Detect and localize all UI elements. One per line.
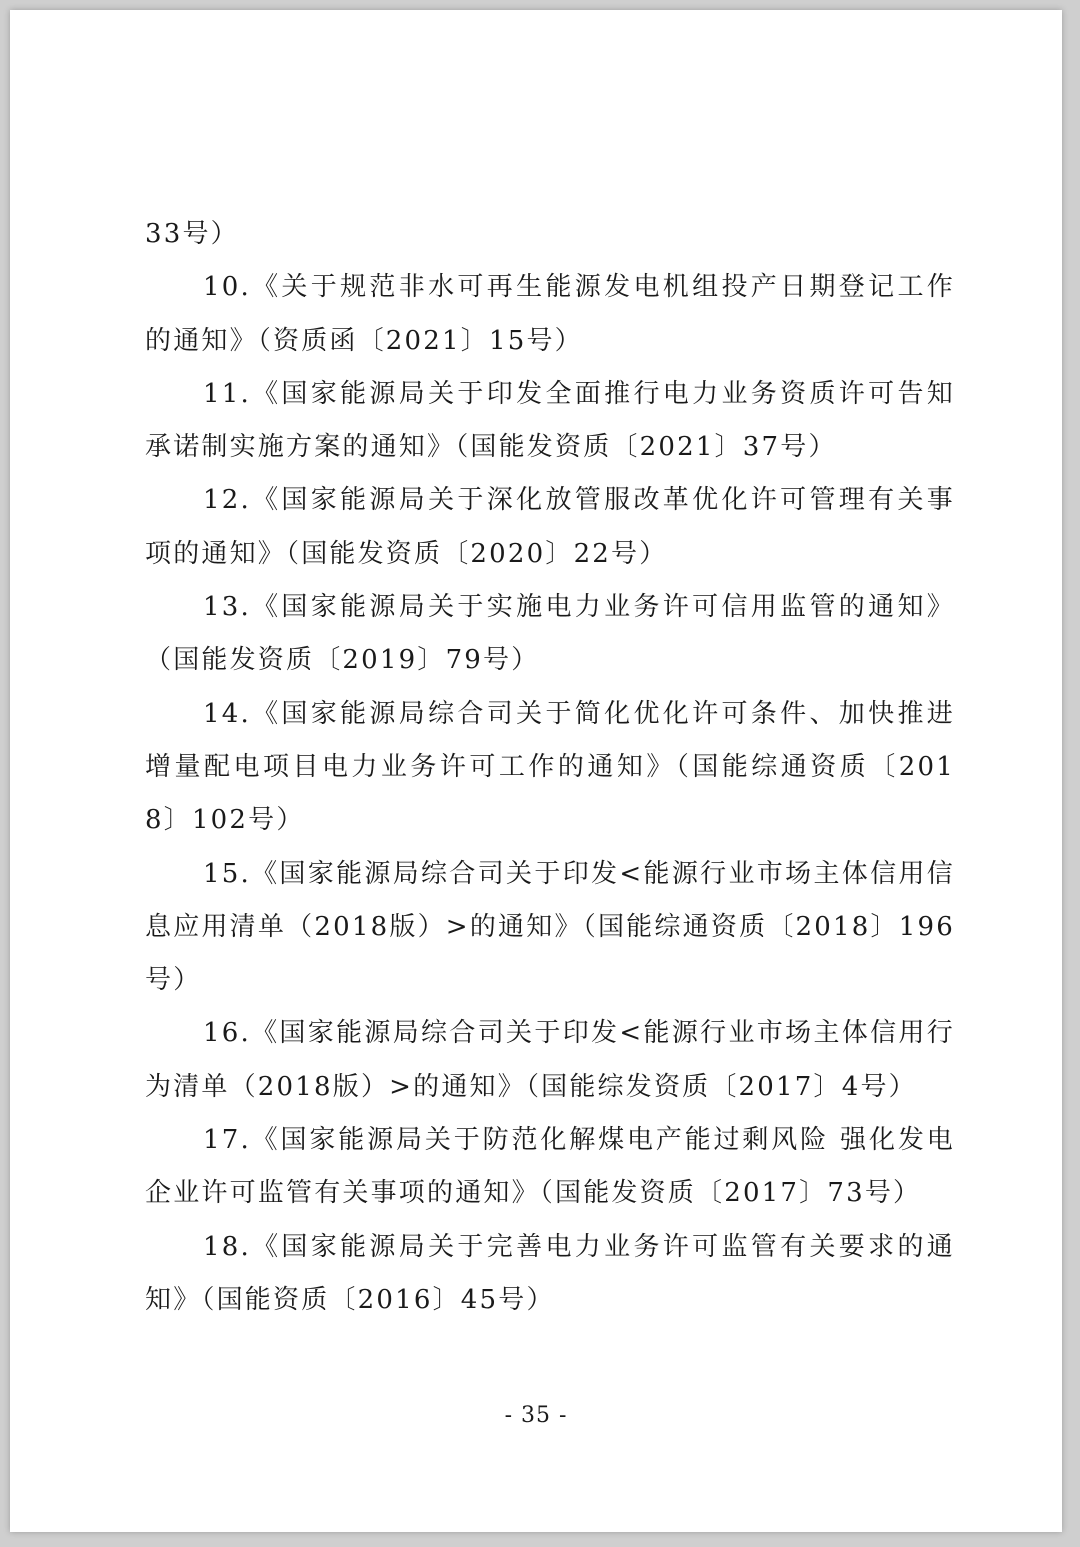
list-item-18: 18.《国家能源局关于完善电力业务许可监管有关要求的通知》（国能资质〔2016〕45号）	[145, 1231, 955, 1315]
page-number: - 35 -	[504, 1403, 568, 1428]
paragraph-continuation: 33号）	[145, 219, 239, 249]
list-item-10: 10.《关于规范非水可再生能源发电机组投产日期登记工作的通知》（资质函〔2021〕15号）	[145, 272, 955, 356]
list-item-15: 15.《国家能源局综合司关于印发<能源行业市场主体信用信息应用清单（2018版）>的通知》（国能综通资质〔2018〕196号）	[145, 858, 955, 996]
list-item-13: 13.《国家能源局关于实施电力业务许可信用监管的通知》（国能发资质〔2019〕79号）	[145, 592, 955, 676]
list-item-11: 11.《国家能源局关于印发全面推行电力业务资质许可告知承诺制实施方案的通知》（国能发资质〔2021〕37号）	[145, 378, 955, 463]
list-item-16: 16.《国家能源局综合司关于印发<能源行业市场主体信用行为清单（2018版）>的通知》（国能综发资质〔2017〕4号）	[145, 1018, 955, 1102]
document-page	[10, 10, 1062, 1532]
list-item-14: 14.《国家能源局综合司关于简化优化许可条件、加快推进增量配电项目电力业务许可工作的通知》（国能综通资质〔2018〕102号）	[145, 698, 955, 836]
list-item-12: 12.《国家能源局关于深化放管服改革优化许可管理有关事项的通知》（国能发资质〔2020〕22号）	[145, 485, 955, 569]
list-item-17: 17.《国家能源局关于防范化解煤电产能过剩风险 强化发电企业许可监管有关事项的通知》（国能发资质〔2017〕73号）	[145, 1125, 955, 1209]
document-body	[145, 208, 955, 1327]
